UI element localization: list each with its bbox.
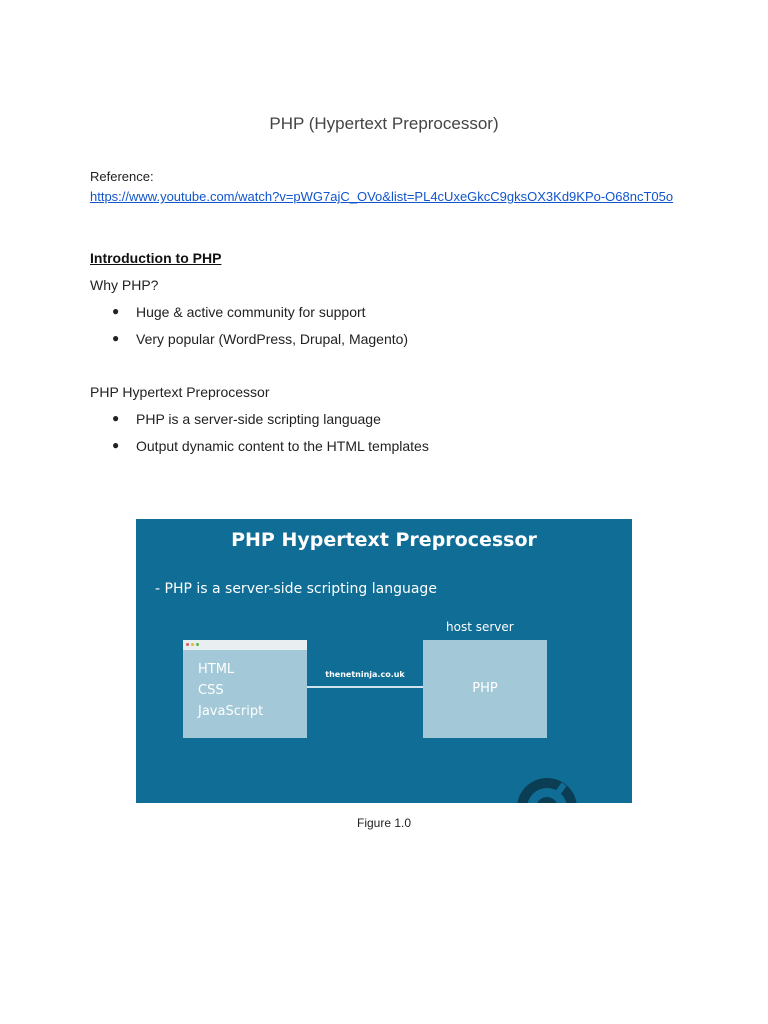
- why-php-list: [112, 304, 408, 358]
- figure-caption: Figure 1.0: [356, 816, 412, 830]
- browser-close-dot-icon: [186, 643, 189, 646]
- intro-heading: Introduction to PHP: [90, 250, 222, 266]
- ninja-logo-icon: [512, 773, 582, 803]
- browser-maximize-dot-icon: [196, 643, 199, 646]
- list-item-text: Output dynamic content to the HTML templates: [136, 438, 429, 454]
- browser-titlebar: [183, 640, 307, 650]
- php-heading-text: PHP Hypertext Preprocessor: [90, 384, 270, 400]
- bullet-icon: ●: [112, 331, 120, 345]
- bullet-icon: ●: [112, 304, 120, 318]
- php-list: [112, 411, 429, 465]
- browser-box: [183, 640, 307, 738]
- server-box: [423, 640, 547, 738]
- connector-label: thenetninja.co.uk: [325, 670, 405, 679]
- list-item: [112, 438, 429, 465]
- figure-subtitle: - PHP is a server-side scripting language: [155, 581, 437, 597]
- server-text: PHP: [472, 681, 498, 696]
- list-item: [112, 411, 429, 438]
- browser-line-css: CSS: [198, 683, 224, 698]
- list-item: [112, 304, 408, 331]
- list-item-text: Huge & active community for support: [136, 304, 366, 320]
- document-title: PHP (Hypertext Preprocessor): [269, 114, 499, 133]
- reference-link[interactable]: https://www.youtube.com/watch?v=pWG7ajC_OVo&list=PL4cUxeGkcC9gksOX3Kd9KPo-O68ncT05o: [90, 189, 674, 204]
- figure-image: [136, 519, 632, 803]
- why-php-text: Why PHP?: [90, 277, 159, 293]
- connector-line: [307, 686, 423, 688]
- reference-label: Reference:: [90, 169, 154, 184]
- figure-title: PHP Hypertext Preprocessor: [231, 529, 537, 551]
- bullet-icon: ●: [112, 438, 120, 452]
- server-label: host server: [446, 620, 514, 634]
- browser-minimize-dot-icon: [191, 643, 194, 646]
- list-item-text: PHP is a server-side scripting language: [136, 411, 381, 427]
- browser-line-javascript: JavaScript: [198, 704, 264, 719]
- bullet-icon: ●: [112, 411, 120, 425]
- list-item-text: Very popular (WordPress, Drupal, Magento): [136, 331, 409, 347]
- browser-line-html: HTML: [198, 662, 235, 677]
- list-item: [112, 331, 408, 358]
